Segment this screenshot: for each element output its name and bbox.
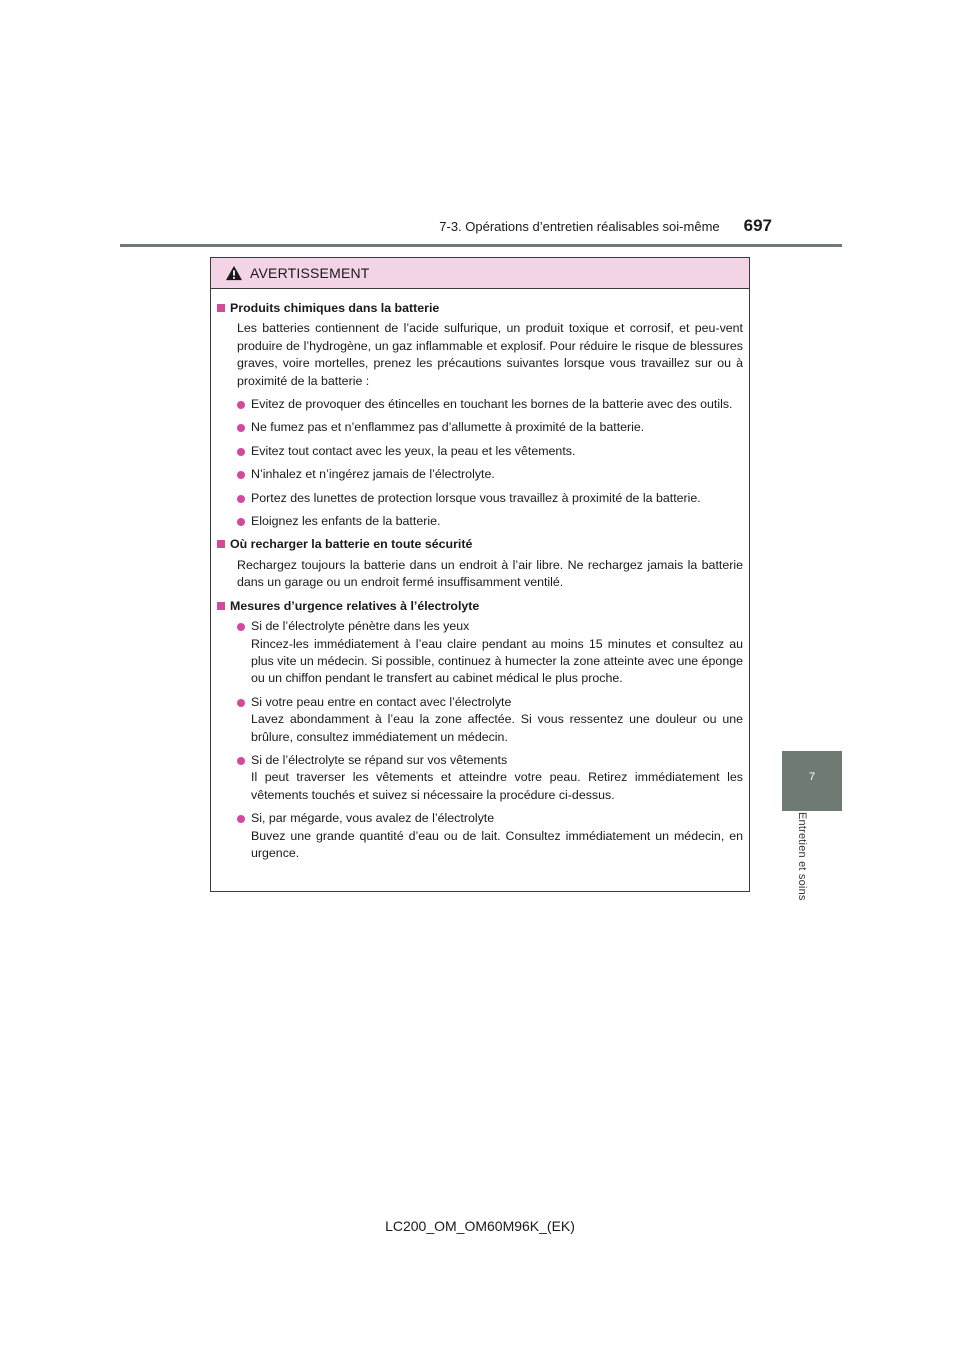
section-paragraph: Rechargez toujours la batterie dans un endroit à l’air libre. Ne rechargez jamais la batterie dans un garage ou un endroit fermé insuffisamment ventilé. <box>237 557 743 590</box>
bullet-title: Si de l’électrolyte pénètre dans les yeux <box>251 619 470 634</box>
document-code: LC200_OM_OM60M96K_(EK) <box>385 1218 575 1234</box>
warning-header <box>211 258 749 289</box>
bullet-item <box>237 490 743 507</box>
page-number: 697 <box>743 216 772 235</box>
round-bullet-icon <box>237 471 245 479</box>
square-bullet-icon <box>217 540 225 548</box>
round-bullet-icon <box>237 518 245 526</box>
section-heading-text: Où recharger la batterie en toute sécurité <box>230 537 473 552</box>
warning-triangle-icon <box>225 265 243 281</box>
warning-body <box>211 289 749 862</box>
round-bullet-icon <box>237 699 245 707</box>
bullet-item <box>237 752 743 804</box>
bullet-item <box>237 694 743 746</box>
header-rule <box>120 244 842 247</box>
bullet-text: N’inhalez et n’ingérez jamais de l’électrolyte. <box>251 467 495 482</box>
bullet-item <box>237 443 743 460</box>
round-bullet-icon <box>237 757 245 765</box>
round-bullet-icon <box>237 495 245 503</box>
section-heading-text: Produits chimiques dans la batterie <box>230 301 440 315</box>
bullet-desc: Rincez-les immédiatement à l’eau claire pendant au moins 15 minutes et consultez au plus vite un médecin. Si possible, continuez à humecter la zone atteinte avec une éponge ou un chiffon pendant le transfert au cabinet médical le plus proche. <box>251 636 743 686</box>
round-bullet-icon <box>237 623 245 631</box>
bullet-title: Si, par mégarde, vous avalez de l’électrolyte <box>251 811 495 826</box>
chapter-label: Entretien et soins <box>796 812 808 901</box>
round-bullet-icon <box>237 815 245 823</box>
square-bullet-icon <box>217 304 225 312</box>
section-heading-text: Mesures d’urgence relatives à l’électrolyte <box>230 598 480 613</box>
bullet-item <box>237 810 743 862</box>
chapter-tab <box>782 751 842 811</box>
bullet-item <box>237 513 743 530</box>
section-paragraph: Les batteries contiennent de l’acide sulfurique, un produit toxique et corrosif, et peu-vent produire de l’hydrogène, un gaz inflammable et explosif. Pour réduire le risque de blessures graves, voire mortelles, prenez les précautions suivantes lorsque vous travaillez sur ou à proximité de la batterie : <box>237 321 743 388</box>
bullet-text: Eloignez les enfants de la batterie. <box>251 514 441 529</box>
bullet-desc: Lavez abondamment à l’eau la zone affectée. Si vous ressentez une douleur ou une brûlure, consultez immédiatement un médecin. <box>251 712 743 744</box>
bullet-text: Evitez de provoquer des étincelles en touchant les bornes de la batterie avec des outils. <box>251 397 733 412</box>
running-header <box>120 216 772 240</box>
bullet-item <box>237 396 743 413</box>
bullet-item <box>237 466 743 483</box>
round-bullet-icon <box>237 401 245 409</box>
bullet-text: Evitez tout contact avec les yeux, la peau et les vêtements. <box>251 443 576 458</box>
bullet-title: Si de l’électrolyte se répand sur vos vêtements <box>251 752 508 767</box>
round-bullet-icon <box>237 424 245 432</box>
section-title: 7-3. Opérations d’entretien réalisables soi-même <box>439 219 720 234</box>
square-bullet-icon <box>217 602 225 610</box>
section-heading <box>217 598 743 615</box>
bullet-item <box>237 618 743 688</box>
bullet-text: Ne fumez pas et n’enflammez pas d’allumette à proximité de la batterie. <box>251 420 645 435</box>
section-heading <box>217 300 743 317</box>
bullet-desc: Il peut traverser les vêtements et atteindre votre peau. Retirez immédiatement les vêtements touchés et suivez si nécessaire la procédure ci-dessus. <box>251 770 743 802</box>
round-bullet-icon <box>237 448 245 456</box>
bullet-title: Si votre peau entre en contact avec l’électrolyte <box>251 694 512 709</box>
section-heading <box>217 536 743 553</box>
bullet-item <box>237 419 743 436</box>
bullet-text: Portez des lunettes de protection lorsque vous travaillez à proximité de la batterie. <box>251 490 701 505</box>
warning-title: AVERTISSEMENT <box>250 265 370 281</box>
warning-box <box>210 257 750 892</box>
chapter-number: 7 <box>808 771 816 783</box>
bullet-desc: Buvez une grande quantité d’eau ou de lait. Consultez immédiatement un médecin, en urgence. <box>251 828 743 860</box>
